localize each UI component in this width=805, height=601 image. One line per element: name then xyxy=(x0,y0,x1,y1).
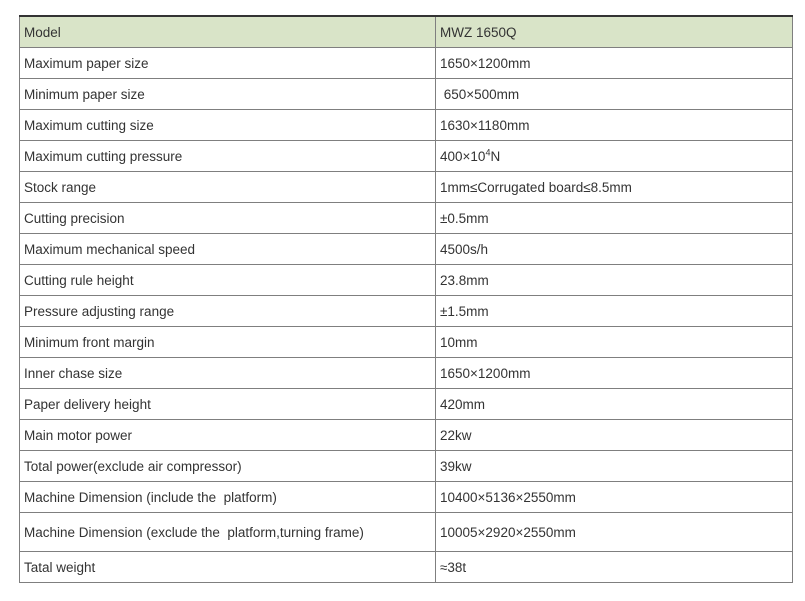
row-label: Minimum paper size xyxy=(20,79,436,110)
row-label: Pressure adjusting range xyxy=(20,296,436,327)
row-value: ±1.5mm xyxy=(436,296,793,327)
row-label: Inner chase size xyxy=(20,358,436,389)
row-value: 10400×5136×2550mm xyxy=(436,482,793,513)
table-row xyxy=(20,234,793,265)
row-label: Machine Dimension (include the platform) xyxy=(20,482,436,513)
row-value xyxy=(436,141,793,172)
row-value: 10005×2920×2550mm xyxy=(436,513,793,552)
table-row xyxy=(20,358,793,389)
table-row xyxy=(20,420,793,451)
row-value: 10mm xyxy=(436,327,793,358)
table-row xyxy=(20,389,793,420)
row-label: Cutting rule height xyxy=(20,265,436,296)
row-value: 4500s/h xyxy=(436,234,793,265)
row-label: Main motor power xyxy=(20,420,436,451)
table-row xyxy=(20,513,793,552)
specification-table xyxy=(19,15,793,583)
header-value: MWZ 1650Q xyxy=(436,16,793,48)
row-label: Total power(exclude air compressor) xyxy=(20,451,436,482)
row-value: 22kw xyxy=(436,420,793,451)
row-value: 39kw xyxy=(436,451,793,482)
pressure-base: 400×10 xyxy=(440,148,486,164)
row-label: Stock range xyxy=(20,172,436,203)
row-label: Maximum mechanical speed xyxy=(20,234,436,265)
row-value: ≈38t xyxy=(436,552,793,583)
row-value: 1650×1200mm xyxy=(436,358,793,389)
table-row xyxy=(20,110,793,141)
table-row xyxy=(20,265,793,296)
table-row xyxy=(20,296,793,327)
row-label: Cutting precision xyxy=(20,203,436,234)
table-header-row xyxy=(20,16,793,48)
pressure-unit: N xyxy=(490,148,501,164)
row-label: Machine Dimension (exclude the platform,turning frame) xyxy=(20,513,436,552)
row-value: 650×500mm xyxy=(436,79,793,110)
row-label: Minimum front margin xyxy=(20,327,436,358)
table-row xyxy=(20,482,793,513)
row-label: Maximum cutting pressure xyxy=(20,141,436,172)
row-label: Paper delivery height xyxy=(20,389,436,420)
table-row xyxy=(20,172,793,203)
row-label: Maximum paper size xyxy=(20,48,436,79)
row-value: 420mm xyxy=(436,389,793,420)
row-value: ±0.5mm xyxy=(436,203,793,234)
row-label: Maximum cutting size xyxy=(20,110,436,141)
row-value: 1630×1180mm xyxy=(436,110,793,141)
table-row xyxy=(20,552,793,583)
row-label: Tatal weight xyxy=(20,552,436,583)
table-row xyxy=(20,79,793,110)
row-value: 23.8mm xyxy=(436,265,793,296)
table-row xyxy=(20,451,793,482)
header-label: Model xyxy=(20,16,436,48)
table-row xyxy=(20,141,793,172)
pressure-exponent: 4 xyxy=(485,147,491,157)
table-row xyxy=(20,327,793,358)
table-row xyxy=(20,48,793,79)
row-value: 1650×1200mm xyxy=(436,48,793,79)
row-value: 1mm≤Corrugated board≤8.5mm xyxy=(436,172,793,203)
table-row xyxy=(20,203,793,234)
